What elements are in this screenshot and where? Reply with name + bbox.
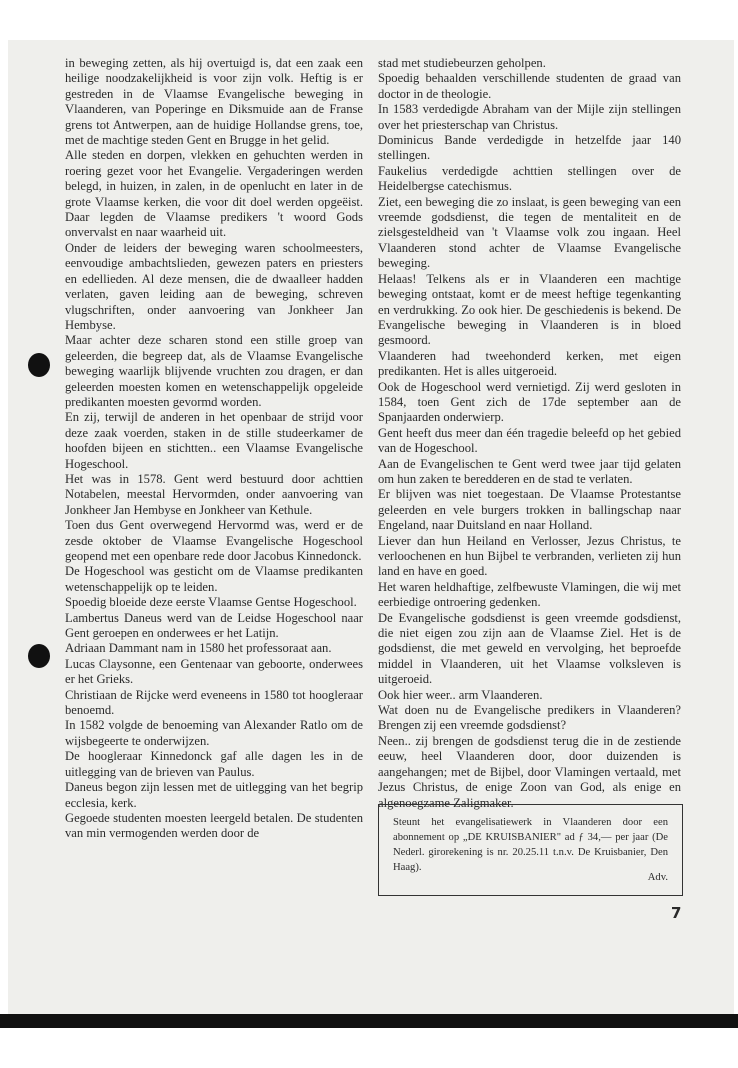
paragraph: Gent heeft dus meer dan één tragedie beleefd op het gebied van de Hogeschool. bbox=[378, 425, 681, 456]
paragraph: En zij, terwijl de anderen in het openbaar de strijd voor deze zaak voerden, staken in de stille studeerkamer de hoofden bijeen en stichtten.. een Vlaamse Evangelische Hogeschool. bbox=[65, 410, 363, 471]
paragraph: Wat doen nu de Evangelische predikers in Vlaanderen? Brengen zij een vreemde godsdienst? bbox=[378, 703, 681, 733]
paragraph: Liever dan hun Heiland en Verlosser, Jezus Christus, te verloochenen en hun Bijbel te verbranden, verlieten zij hun land en have en goed. bbox=[378, 533, 681, 579]
paragraph: Het was in 1578. Gent werd bestuurd door achttien Notabelen, meestal Hervormden, onder aanvoering van Jonkheer Jan Hembyse en Jonkheer van Kethule. bbox=[65, 471, 363, 517]
bottom-scan-edge bbox=[0, 1014, 738, 1028]
paragraph: Aan de Evangelischen te Gent werd twee jaar tijd gelaten om hun zaken te beredderen en de stad te verlaten. bbox=[378, 456, 681, 486]
paragraph: Onder de leiders der beweging waren schoolmeesters, eenvoudige ambachtslieden, gewezen paters en priesters en edellieden. Al deze mensen, die de dwaalleer hadden verlaten, gaven leiding aan de beweging, schreven vlugschriften, onder aanvoering van Jonkheer Jan Hembyse. bbox=[65, 240, 363, 332]
paragraph: Ook hier weer.. arm Vlaanderen. bbox=[378, 687, 543, 702]
paragraph: Gegoede studenten moesten leergeld betalen. De studenten van min vermogenden werden door de bbox=[65, 810, 363, 841]
margin-bullet-mark bbox=[28, 644, 50, 668]
paragraph: Er blijven was niet toegestaan. De Vlaamse Protestantse geleerden en vele burgers trokken in ballingschap naar Engeland, naar Duitsland en naar Holland. bbox=[378, 487, 681, 533]
advertisement-signature: Adv. bbox=[647, 872, 668, 883]
paragraph: Adriaan Dammant nam in 1580 het professoraat aan. bbox=[65, 641, 332, 656]
paragraph: Maar achter deze scharen stond een stille groep van geleerden, die begreep dat, als de Vlaamse Evangelische beweging waarlijk blijvende vruchten zou dragen, er dan geleerden moesten komen en wetenschappelijk opgeleide predikanten moesten gevormd worden. bbox=[65, 333, 363, 409]
paragraph: De Evangelische godsdienst is geen vreemde godsdienst, die niet eigen zou zijn aan de Vlaamse Ziel. Het is de godsdienst, die met geweld en vervolging, het beproefde middel in Vlaanderen, uit het Vlaamse volksleven is uitgeroeid. bbox=[378, 610, 681, 687]
right-column bbox=[378, 56, 681, 811]
paragraph: Vlaanderen had tweehonderd kerken, met eigen predikanten. Het is alles uitgeroeid. bbox=[378, 348, 681, 379]
paragraph: Christiaan de Rijcke werd eveneens in 1580 tot hoogleraar benoemd. bbox=[65, 687, 363, 718]
paragraph: Daneus begon zijn lessen met de uitlegging van het begrip ecclesia, kerk. bbox=[65, 780, 363, 810]
paragraph: Dominicus Bande verdedigde in hetzelfde jaar 140 stellingen. bbox=[378, 133, 681, 163]
paragraph: De Hogeschool was gesticht om de Vlaamse predikanten wetenschappelijk op te leiden. bbox=[65, 564, 363, 594]
page-number: 7 bbox=[671, 904, 682, 922]
paragraph: Spoedig behaalden verschillende studenten de graad van doctor in de theologie. bbox=[378, 71, 681, 101]
paragraph: in beweging zetten, als hij overtuigd is, dat een zaak een heilige noodzakelijkheid is voor zijn volk. Heftig is er gestreden in de Vlaamse Evangelische beweging in Vlaanderen, van Poperinge en Diksmuide aan de Franse grens tot Antwerpen, aan de huidige Hollandse grens, toe, met de machtige steden Gent en Brugge in het gelid. bbox=[65, 56, 363, 148]
left-column bbox=[65, 56, 363, 842]
paragraph: De hoogleraar Kinnedonck gaf alle dagen les in de uitlegging van de brieven van Paulus. bbox=[65, 749, 363, 779]
paragraph: Ziet, een beweging die zo inslaat, is geen beweging van een vreemde godsdienst, die tegen de mentaliteit en de zielsgesteldheid van 't Vlaamse volk zou ingaan. Heel Vlaanderen stond achter de Vlaamse Evangelische beweging. bbox=[378, 194, 681, 271]
paragraph: Neen.. zij brengen de godsdienst terug die in de zestiende eeuw, heel Vlaanderen door, door duizenden is aangehangen; met de Bijbel, door Vlamingen vertaald, met Jezus Christus, de enige Zoon van God, als enige en algenoegzame Zaligmaker. bbox=[378, 733, 681, 810]
paragraph: Spoedig bloeide deze eerste Vlaamse Gentse Hogeschool. bbox=[65, 595, 357, 610]
paragraph: Faukelius verdedigde achttien stellingen over de Heidelbergse catechismus. bbox=[378, 163, 681, 194]
paragraph: Lucas Claysonne, een Gentenaar van geboorte, onderwees er het Grieks. bbox=[65, 656, 363, 687]
paragraph: Helaas! Telkens als er in Vlaanderen een machtige beweging ontstaat, komt er de meest heftige tegenkanting en verdrukking. Zo ook hier. De geschiedenis is bekend. De Evangelische beweging in Vlaanderen is in bloed gesmoord. bbox=[378, 271, 681, 348]
paragraph: Alle steden en dorpen, vlekken en gehuchten werden in roering gezet voor het Evangelie. Vergaderingen werden belegd, in huizen, in zalen, in de openlucht en later in de grote Vlaamse kerken, die voor dit doel werden opgeëist. Daar legden de Vlaamse predikers 't woord Gods onvervalst en naar waarheid uit. bbox=[65, 148, 363, 240]
paragraph: Toen dus Gent overwegend Hervormd was, werd er de zesde oktober de Vlaamse Evangelische Hogeschool geopend met een openbare rede door Jacobus Kinnedonck. bbox=[65, 518, 363, 563]
advertisement-box bbox=[378, 804, 683, 896]
paragraph: Ook de Hogeschool werd vernietigd. Zij werd gesloten in 1584, toen Gent zich de 17de september aan de Spanjaarden onderwierp. bbox=[378, 379, 681, 425]
margin-bullet-mark bbox=[28, 353, 50, 377]
paragraph: Lambertus Daneus werd van de Leidse Hogeschool naar Gent geroepen en onderwees er het Latijn. bbox=[65, 610, 363, 641]
advertisement-text: Steunt het evangelisatiewerk in Vlaanderen door een abonnement op „DE KRUISBANIER" ad ƒ 34,— per jaar (De Nederl. girorekening is nr. 20.25.11 t.n.v. De Kruisbanier, Den Haag). bbox=[393, 817, 668, 873]
paragraph: Het waren heldhaftige, zelfbewuste Vlamingen, die wij met eerbiedige ontroering gedenken. bbox=[378, 579, 681, 610]
paragraph: In 1583 verdedigde Abraham van der Mijle zijn stellingen over het priesterschap van Christus. bbox=[378, 102, 681, 132]
paragraph: In 1582 volgde de benoeming van Alexander Ratlo om de wijsbegeerte te onderwijzen. bbox=[65, 718, 363, 748]
paragraph: stad met studiebeurzen geholpen. bbox=[378, 56, 546, 70]
